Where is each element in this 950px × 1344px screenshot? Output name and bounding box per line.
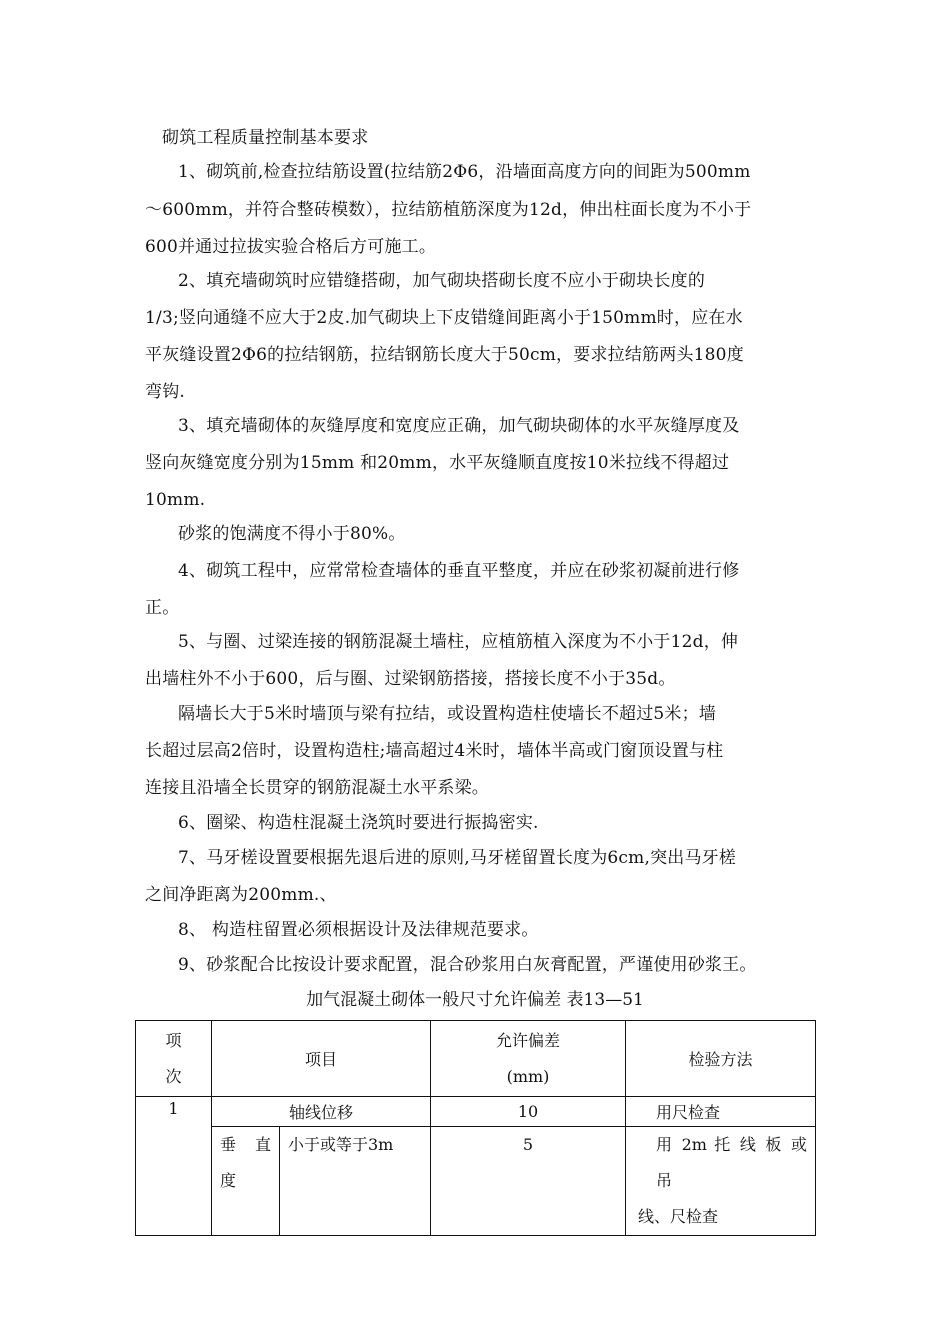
paragraph-6: 6、圈梁、构造柱混凝土浇筑时要进行振捣密实. [178, 813, 539, 833]
row-1-item-value: 轴线位移 [289, 1103, 354, 1122]
paragraph-partition-line-3: 连接且沿墙全长贯穿的钢筋混凝土水平系梁。 [145, 778, 489, 798]
paragraph-2-line-4: 弯钩. [145, 382, 186, 402]
paragraph-8: 8、 构造柱留置必须根据设计及法律规范要求。 [178, 920, 539, 940]
row-2-tolerance-value: 5 [522, 1135, 534, 1154]
row-2-method-line-2: 线、尺检查 [638, 1207, 719, 1226]
row-2-method [626, 1127, 816, 1236]
row-1-tolerance [431, 1097, 626, 1127]
paragraph-3-line-2: 竖向灰缝宽度分别为15mm 和20mm，水平灰缝顺直度按10米拉线不得超过 [145, 453, 730, 473]
paragraph-2-line-3: 平灰缝设置2Φ6的拉结钢筋，拉结钢筋长度大于50cm，要求拉结筋两头180度 [145, 345, 744, 365]
row-1-no-value: 1 [168, 1099, 179, 1118]
paragraph-1-line-1: 1、砌筑前,检查拉结筋设置(拉结筋2Φ6，沿墙面高度方向的间距为500mm [178, 162, 751, 182]
header-tolerance [431, 1021, 626, 1097]
row-2-subitem-line-2: 度 [220, 1171, 237, 1190]
deviation-table [135, 1020, 816, 1236]
paragraph-1-line-3: 600并通过拉拔实验合格后方可施工。 [145, 237, 437, 257]
row-2-subitem [212, 1127, 280, 1236]
paragraph-5-line-1: 5、与圈、过梁连接的钢筋混凝土墙柱，应植筋植入深度为不小于12d，伸 [178, 632, 739, 652]
table-row [136, 1127, 816, 1236]
paragraph-3-line-3: 10mm. [145, 490, 206, 510]
header-method [626, 1021, 816, 1097]
paragraph-4-line-2: 正。 [145, 598, 180, 618]
row-2-method-line-1: 用 2m 托 线 板 或 吊 [656, 1135, 808, 1190]
row-1-item [212, 1097, 431, 1127]
row-2-item [280, 1127, 431, 1236]
row-2-tolerance [431, 1127, 626, 1236]
page-title: 砌筑工程质量控制基本要求 [162, 128, 369, 148]
table-caption: 加气混凝土砌体一般尺寸允许偏差 表13—51 [306, 990, 644, 1010]
row-1-method [626, 1097, 816, 1127]
paragraph-7-line-1: 7、马牙槎设置要根据先退后进的原则,马牙槎留置长度为6cm,突出马牙槎 [178, 848, 737, 868]
header-no [136, 1021, 212, 1097]
header-tolerance-line-2: (mm) [506, 1066, 550, 1086]
row-1-no [136, 1097, 212, 1236]
paragraph-7-line-2: 之间净距离为200mm.、 [145, 885, 337, 905]
paragraph-1-line-2: ～600mm，并符合整砖模数），拉结筋植筋深度为12d，伸出柱面长度为不小于 [145, 200, 752, 220]
row-2-item-value: 小于或等于3m [288, 1135, 394, 1154]
paragraph-2-line-1: 2、填充墙砌筑时应错缝搭砌，加气砌块搭砌长度不应小于砌块长度的 [178, 271, 706, 291]
row-1-tolerance-value: 10 [517, 1102, 539, 1121]
header-item-label: 项目 [305, 1050, 338, 1069]
row-2-subitem-line-1: 垂 直 [220, 1135, 271, 1154]
table-header-row [136, 1021, 816, 1097]
table-row [136, 1097, 816, 1127]
paragraph-partition-line-2: 长超过层高2倍时，设置构造柱;墙高超过4米时，墙体半高或门窗顶设置与柱 [145, 741, 724, 761]
header-method-label: 检验方法 [688, 1050, 753, 1069]
paragraph-5-line-2: 出墙柱外不小于600，后与圈、过梁钢筋搭接，搭接长度不小于35d。 [145, 669, 676, 689]
paragraph-mortar: 砂浆的饱满度不得小于80%。 [178, 524, 406, 544]
header-item [212, 1021, 431, 1097]
header-no-line-2: 次 [165, 1066, 182, 1086]
paragraph-partition-line-1: 隔墙长大于5米时墙顶与梁有拉结，或设置构造柱使墙长不超过5米；墙 [178, 704, 717, 724]
paragraph-2-line-2: 1/3;竖向通缝不应大于2皮.加气砌块上下皮错缝间距离小于150mm时，应在水 [145, 308, 743, 328]
header-no-line-1: 项 [165, 1030, 182, 1050]
row-1-method-value: 用尺检查 [656, 1103, 721, 1122]
header-tolerance-line-1: 允许偏差 [496, 1030, 561, 1050]
paragraph-9: 9、砂浆配合比按设计要求配置，混合砂浆用白灰膏配置，严谨使用砂浆王。 [178, 955, 757, 975]
paragraph-3-line-1: 3、填充墙砌体的灰缝厚度和宽度应正确，加气砌块砌体的水平灰缝厚度及 [178, 416, 740, 436]
paragraph-4-line-1: 4、砌筑工程中，应常常检查墙体的垂直平整度，并应在砂浆初凝前进行修 [178, 561, 740, 581]
